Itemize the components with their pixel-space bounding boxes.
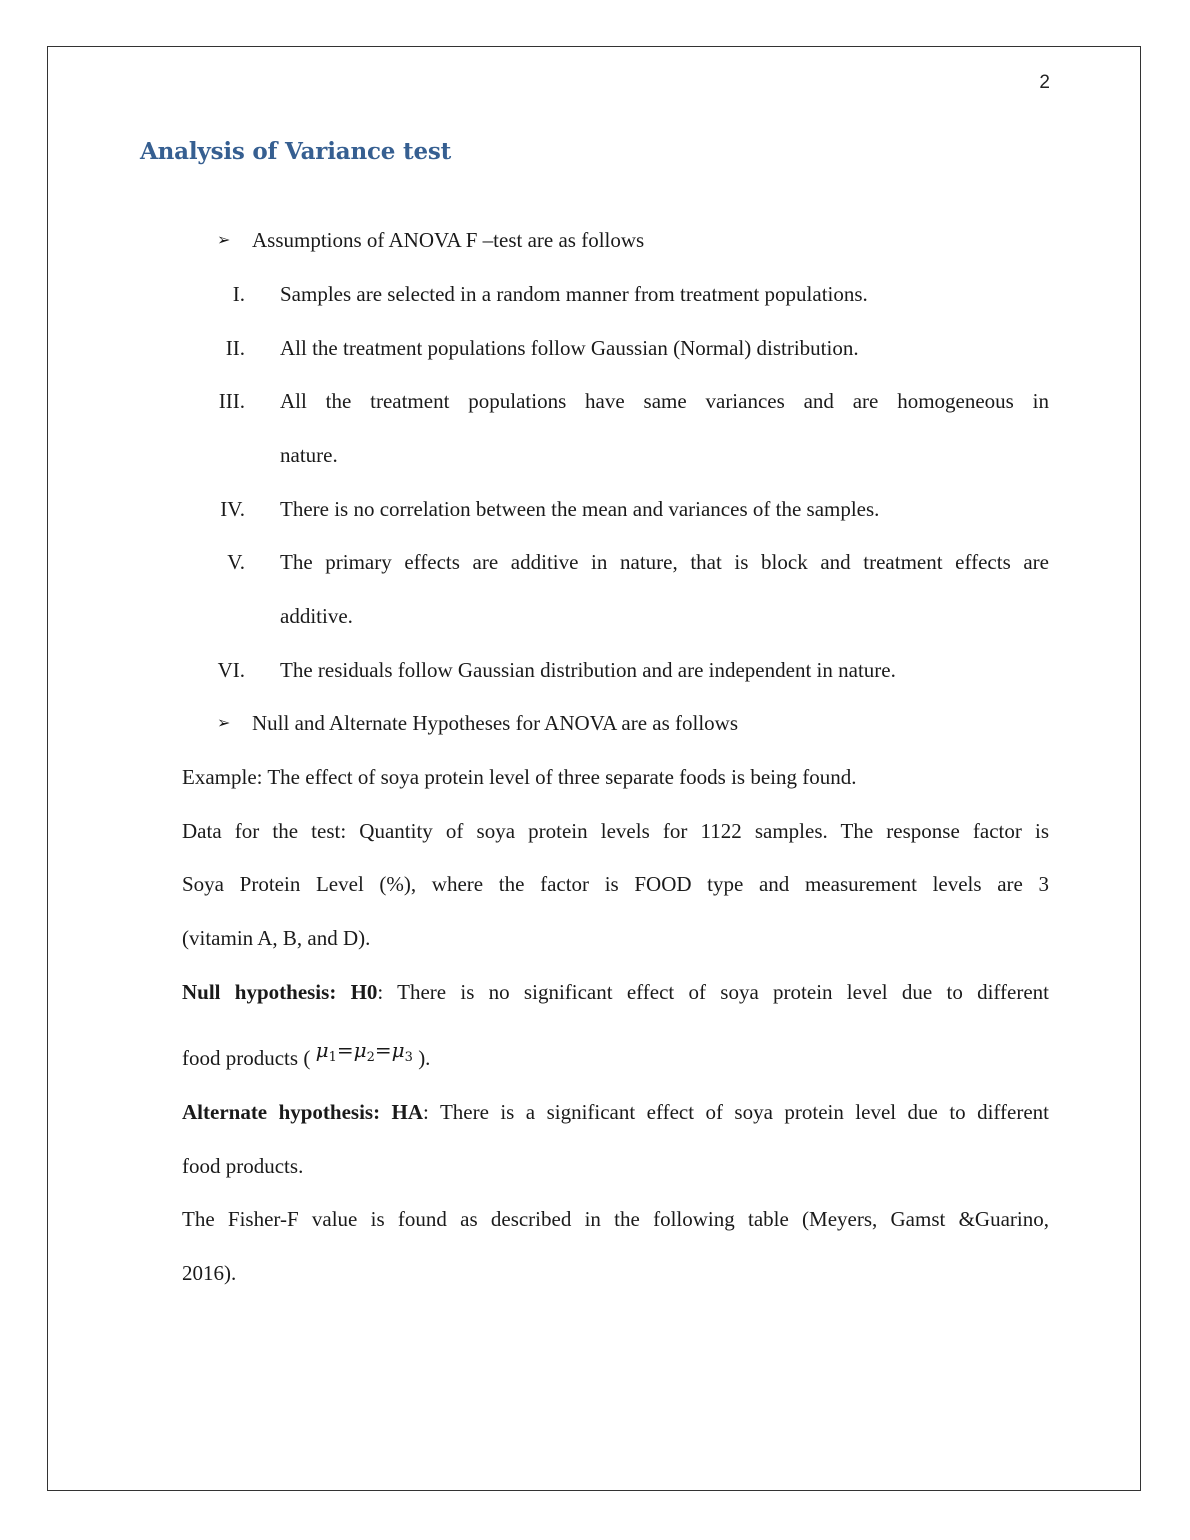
null-hypothesis-text: : There is no significant effect of soya protein level due to different [377, 980, 1049, 1004]
list-numeral: VI. [217, 658, 245, 682]
list-item: All the treatment populations follow Gaussian (Normal) distribution. [280, 336, 859, 360]
list-numeral: I. [232, 282, 245, 306]
alternate-hypothesis-text: : There is a significant effect of soya protein level due to different [423, 1100, 1050, 1124]
fisher-paragraph-line: 2016). [182, 1261, 237, 1285]
list-item: The residuals follow Gaussian distribution and are independent in nature. [280, 658, 896, 682]
fisher-paragraph-line: The Fisher-F value is found as described in the following table (Meyers, Gamst &Guarino, [182, 1207, 1049, 1231]
null-hypothesis-label: Null hypothesis: H0 [182, 980, 378, 1004]
list-item: Samples are selected in a random manner from treatment populations. [280, 282, 868, 306]
hypotheses-intro: Null and Alternate Hypotheses for ANOVA are as follows [252, 711, 739, 735]
data-paragraph-line: Data for the test: Quantity of soya protein levels for 1122 samples. The response factor is [182, 819, 1049, 843]
list-item: All the treatment populations have same variances and are homogeneous in [280, 389, 1049, 413]
page-number: 2 [1039, 72, 1050, 93]
example-paragraph: Example: The effect of soya protein level of three separate foods is being found. [182, 765, 857, 789]
arrow-bullet-icon: ➢ [217, 230, 231, 249]
data-paragraph-line: Soya Protein Level (%), where the factor is FOOD type and measurement levels are 3 [182, 872, 1049, 896]
alternate-hypothesis [182, 1099, 1049, 1125]
data-paragraph-line: (vitamin A, B, and D). [182, 926, 371, 950]
list-item-continued: nature. [280, 443, 338, 467]
list-numeral: III. [218, 389, 245, 413]
list-numeral: II. [225, 336, 245, 360]
list-item: There is no correlation between the mean and variances of the samples. [280, 497, 880, 521]
null-hypothesis-suffix: ). [418, 1046, 431, 1070]
list-item: The primary effects are additive in nature, that is block and treatment effects are [280, 550, 1049, 574]
alternate-hypothesis-label: Alternate hypothesis: HA [182, 1100, 424, 1124]
null-hypothesis-prefix: food products ( [182, 1046, 311, 1070]
assumptions-intro: Assumptions of ANOVA F –test are as follows [252, 228, 645, 252]
list-numeral: V. [227, 550, 245, 574]
list-numeral: IV. [220, 497, 245, 521]
section-heading: Analysis of Variance test [140, 138, 452, 165]
mean-equality-formula: $\mu_1=\mu_2=\mu_3$ [315, 1038, 413, 1065]
arrow-bullet-icon: ➢ [217, 713, 231, 732]
alternate-hypothesis-continued: food products. [182, 1154, 304, 1178]
null-hypothesis-continued [182, 1038, 431, 1079]
list-item-continued: additive. [280, 604, 353, 628]
null-hypothesis [182, 979, 1049, 1005]
